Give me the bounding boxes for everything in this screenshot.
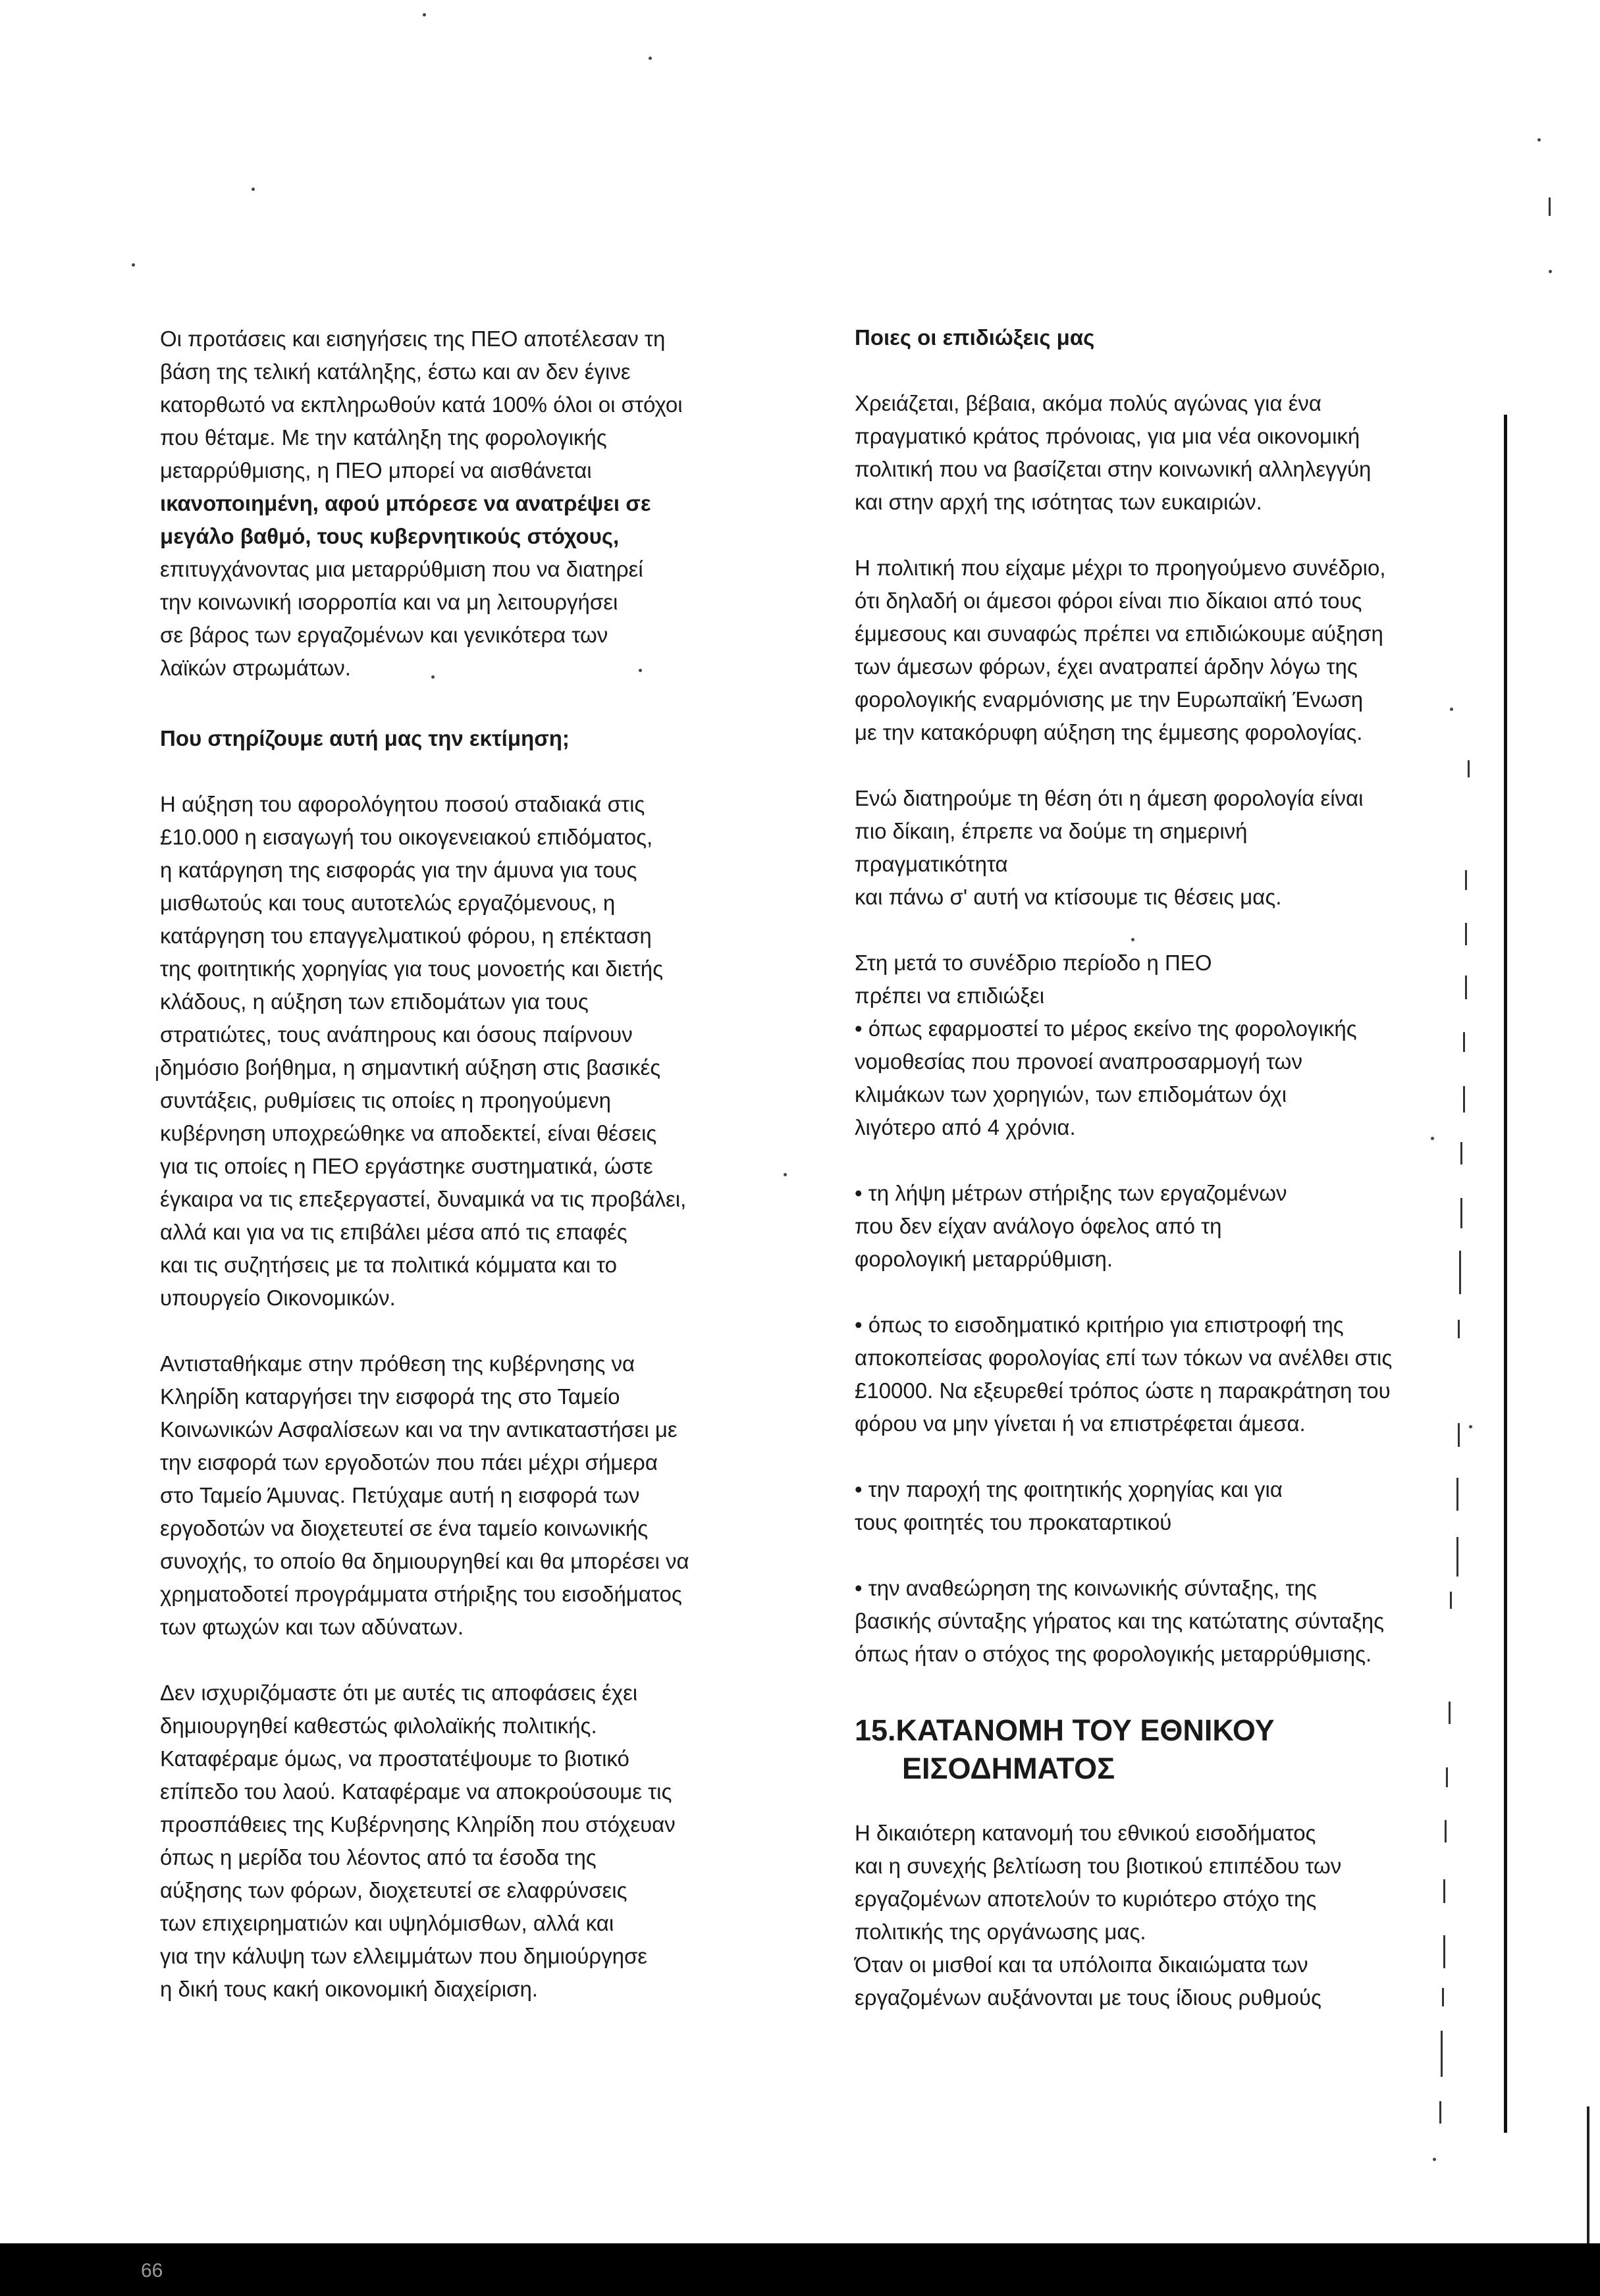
scan-tick — [1460, 1142, 1462, 1164]
left-paragraph-3: Αντισταθήκαμε στην πρόθεση της κυβέρνησης να Κληρίδη καταργήσει την εισφορά της στο Ταμείο Κοινωνικών Ασφαλίσεων και να την αντικαταστήσει με την εισφορά των εργοδοτών που πάει μέχρι σήμερα στο Ταμείο Άμυνας. Πετύχαμε αυτή η εισφορά των εργοδοτών να διοχετευτεί σε ένα ταμείο κοινωνικής συνοχής, το οποίο θα δημιουργηθεί και θα μπορέσει να χρηματοδοτεί προγράμματα στήριξης του εισοδήματος των φτωχών και των αδύνατων. — [160, 1351, 689, 1639]
scan-dot — [1433, 2158, 1436, 2161]
scan-tick — [1442, 1988, 1444, 2006]
scan-tick — [1450, 1592, 1452, 1609]
bullet-item-5: • την αναθεώρηση της κοινωνικής σύνταξης, της βασικής σύνταξης γήρατος και της κατώτατης σύνταξης όπως ήταν ο στόχος της φορολογικής μεταρρύθμισης. — [855, 1576, 1385, 1666]
intro-text-bold: ικανοποιημένη, αφού μπόρεσε να ανατρέψει σε μεγάλο βαθμό, τους κυβερνητικούς στόχους, — [160, 491, 651, 548]
left-paragraph-2: Η αύξηση του αφορολόγητου ποσού σταδιακά στις £10.000 η εισαγωγή του οικογενειακού επιδόματος, η κατάργηση της εισφοράς για την άμυνα για τους μισθωτούς και τους αυτοτελώς εργαζόμενους, η κατάργηση του επαγγελματικού φόρου, η επέκταση της φοιτητικής χορηγίας για τους μονοετής και διετής κλάδους, η αύξηση των επιδομάτων για τους στρατιώτες, τους ανάπηρους και όσους παίρνουν δημόσιο βοήθημα, η σημαντική αύξηση στις βασικές συντάξεις, ρυθμίσεις τις οποίες η προηγούμενη κυβέρνηση υποχρεώθηκε να αποδεκτεί, είναι θέσεις για τις οποίες η ΠΕΟ εργάστηκε συστηματικά, ώστε έγκαιρα να τις επεξεργαστεί, δυναμικά να τις προβάλει, αλλά και για να τις επιβάλει μέσα από τις επαφές και τις συζητήσεις με τα πολιτικά κόμματα και το υπουργείο Οικονομικών. — [160, 792, 687, 1310]
bullet-item-2: • τη λήψη μέτρων στήριξης των εργαζομένων που δεν είχαν ανάλογο όφελος από τη φορολογική μεταρρύθμιση. — [855, 1181, 1287, 1271]
right-paragraph-4: Στη μετά το συνέδριο περίοδο η ΠΕΟ πρέπει να επιδιώξει • όπως εφαρμοστεί το μέρος εκείνο της φορολογικής νομοθεσίας που προνοεί αναπροσαρμογή των κλιμάκων των χορηγιών, των επιδομάτων όχι λιγότερο από 4 χρόνια. — [855, 951, 1357, 1139]
scan-tick — [1443, 1879, 1445, 1903]
right-column — [855, 321, 1480, 2014]
scan-dot — [423, 13, 426, 16]
scan-tick — [1445, 1820, 1447, 1842]
scan-tick — [1459, 1251, 1461, 1294]
scan-tick — [1549, 197, 1551, 216]
left-paragraph-4: Δεν ισχυριζόμαστε ότι με αυτές τις αποφάσεις έχει δημιουργηθεί καθεστώς φιλολαϊκής πολιτικής. Καταφέραμε όμως, να προστατέψουμε το βιοτικό επίπεδο του λαού. Καταφέραμε να αποκρούσουμε τις προσπάθειες της Κυβέρνησης Κληρίδη που στόχευαν όπως η μερίδα του λέοντος από τα έσοδα της αύξησης των φόρων, διοχετευτεί σε ελαφρύνσεις των επιχειρηματιών και υψηλόμισθων, αλλά και για την κάλυψη των ελλειμμάτων που δημιούργησε η δική τους κακή οικονομική διαχείριση. — [160, 1681, 676, 2001]
scan-tick — [1465, 923, 1467, 945]
left-column — [160, 323, 805, 2006]
section-title-line-1: 15.ΚΑΤΑΝΟΜΗ ΤΟΥ ΕΘΝΙΚΟΥ — [855, 1713, 1275, 1747]
scan-tick — [1465, 976, 1467, 999]
intro-text-end: επιτυγχάνοντας μια μεταρρύθμιση που να διατηρεί την κοινωνική ισορροπία και να μη λειτουργήσει σε βάρος των εργαζομένων και γενικότερα των λαϊκών στρωμάτων. — [160, 557, 643, 680]
scan-dot — [1549, 270, 1552, 273]
scan-tick — [156, 1066, 158, 1081]
page-number: 66 — [141, 2260, 163, 2282]
scan-dot — [784, 1173, 787, 1176]
right-paragraph-3: Ενώ διατηρούμε τη θέση ότι η άμεση φορολογία είναι πιο δίκαιη, έπρεπε να δούμε τη σημερινή πραγματικότητα και πάνω σ' αυτή να κτίσουμε τις θέσεις μας. — [855, 786, 1364, 909]
intro-paragraph — [160, 323, 805, 685]
scan-dot — [639, 669, 642, 672]
right-paragraph-1: Χρειάζεται, βέβαια, ακόμα πολύς αγώνας για ένα πραγματικό κράτος πρόνοιας, για μια νέα οικονομική πολιτική που να βασίζεται στην κοινωνική αλληλεγγύη και στην αρχή της ισότητας των ευκαιριών. — [855, 391, 1372, 514]
scan-tick — [1465, 870, 1467, 890]
right-heading: Ποιες οι επιδιώξεις μας — [855, 325, 1095, 350]
bullet-item-3: • όπως το εισοδηματικό κριτήριο για επιστροφή της αποκοπείσας φορολογίας επί των τόκων να ανέλθει στις £10000. Να εξευρεθεί τρόπος ώστε η παρακράτηση του φόρου να μην γίνεται ή να επιστρέφεται άμεσα. — [855, 1313, 1393, 1436]
scan-dot — [649, 57, 652, 60]
section-title-line-2: ΕΙΣΟΔΗΜΑΤΟΣ — [902, 1752, 1115, 1785]
scan-tick — [1468, 760, 1470, 777]
section-title — [855, 1711, 1480, 1788]
scan-tick — [1449, 1702, 1451, 1724]
scan-dot — [252, 188, 255, 191]
scan-tick — [1463, 1032, 1465, 1052]
scan-tick — [1463, 1086, 1465, 1112]
scan-tick — [1446, 1767, 1448, 1787]
scan-tick — [1443, 1935, 1445, 1968]
edge-rule — [1587, 2106, 1589, 2245]
intro-text-start: Οι προτάσεις και εισηγήσεις της ΠΕΟ αποτέλεσαν τη βάση της τελική κατάληξης, έστω και αν δεν έγινε κατορθωτό να εκπληρωθούν κατά 100% όλοι οι στόχοι που θέταμε. Με την κατάληξη της φορολογικής μεταρρύθμισης, η ΠΕΟ μπορεί να αισθάνεται — [160, 326, 683, 483]
scan-tick — [1441, 2031, 1443, 2077]
right-paragraph-5: Η δικαιότερη κατανομή του εθνικού εισοδήματος και η συνεχής βελτίωση του βιοτικού επιπέδου των εργαζομένων αποτελούν το κυριότερο στόχο της πολιτικής της οργάνωσης μας. Όταν οι μισθοί και τα υπόλοιπα δικαιώματα των εργαζομένων αυξάνονται με τους ίδιους ρυθμούς — [855, 1821, 1342, 2010]
scan-dot — [1469, 1425, 1472, 1428]
scan-dot — [1450, 708, 1453, 711]
left-heading: Που στηρίζουμε αυτή μας την εκτίμηση; — [160, 726, 570, 750]
right-paragraph-2: Η πολιτική που είχαμε μέχρι το προηγούμενο συνέδριο, ότι δηλαδή οι άμεσοι φόροι είναι πιο δίκαιοι από τους έμμεσους και συναφώς πρέπει να επιδιώκουμε αύξηση των άμεσων φόρων, έχει ανατραπεί άρδην λόγω της φορολογικής εναρμόνισης με την Ευρωπαϊκή Ένωση με την κατακόρυφη αύξηση της έμμεσης φορολογίας. — [855, 556, 1386, 744]
scan-tick — [1439, 2101, 1441, 2124]
scan-tick — [1456, 1537, 1458, 1577]
scan-dot — [1431, 1137, 1434, 1140]
bullet-item-4: • την παροχή της φοιτητικής χορηγίας και για τους φοιτητές του προκαταρτικού — [855, 1477, 1283, 1534]
scan-dot — [431, 675, 435, 679]
bottom-bar — [0, 2243, 1600, 2296]
scan-tick — [1456, 1478, 1458, 1511]
scan-tick — [1458, 1320, 1460, 1338]
scan-tick — [1458, 1423, 1460, 1447]
margin-rule — [1504, 415, 1507, 2133]
scan-dot — [1537, 138, 1541, 142]
scan-dot — [1131, 938, 1134, 941]
scan-dot — [132, 263, 135, 267]
scan-tick — [1460, 1198, 1462, 1228]
